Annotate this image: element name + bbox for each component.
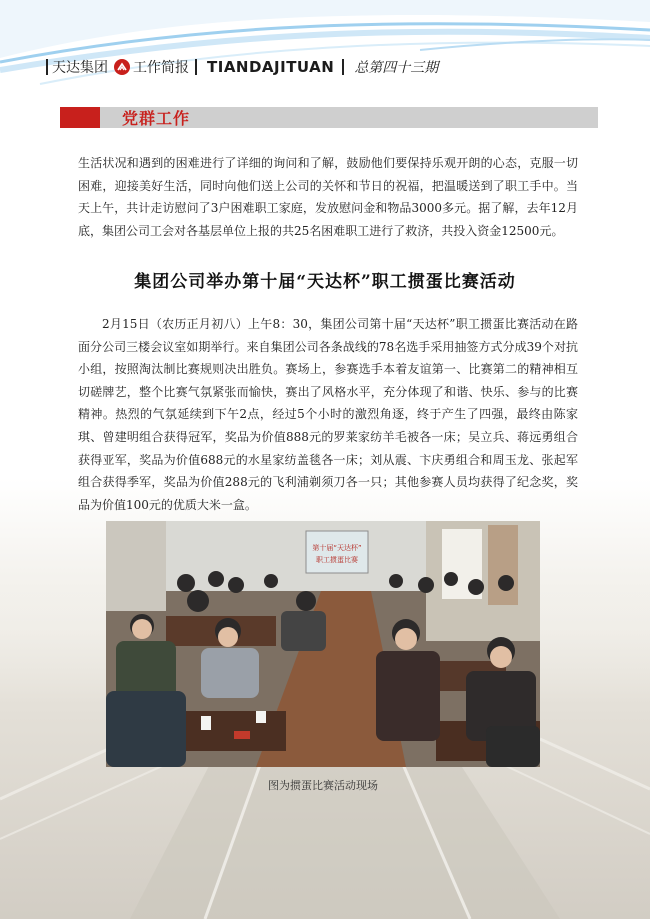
brand-name: TIANDAJITUAN [207, 58, 335, 76]
event-photo [106, 521, 540, 767]
section-accent-block [60, 107, 100, 128]
company-logo-icon [114, 59, 130, 75]
photo-banner-line1: 第十届“天达杯” [312, 544, 362, 552]
issue-number: 总第四十三期 [354, 60, 439, 76]
header-divider [195, 59, 197, 75]
section-title: 党群工作 [122, 109, 191, 128]
article-headline: 集团公司举办第十届“天达杯”职工掼蛋比赛活动 [134, 272, 516, 292]
article-continuation-text: 生活状况和遇到的困难进行了详细的询问和了解，鼓励他们要保持乐观开朗的心态，克服一切困难，迎接美好生活，同时向他们送上公司的关怀和节日的祝福，把温暖送到了职工手中。当天上午，共计走访慰问了3户困难职工家庭，发放慰问金和物品3000多元。据了解，去年12月底，集团公司工会对各基层单位上报的共25名困难职工进行了救济，共投入资金12500元。 [78, 156, 578, 238]
article-body-text: 2月15日（农历正月初八）上午8：30，集团公司第十届“天达杯”职工掼蛋比赛活动在路面分公司三楼会议室如期举行。来自集团公司各条战线的78名选手采用抽签方式分成39个对抗小组，按照淘汰制比赛规则决出胜负。赛场上，参赛选手本着友谊第一、比赛第二的精神相互切磋牌艺，整个比赛气氛紧张而愉快，赛出了风格水平，充分体现了和谐、快乐、参与的比赛精神。热烈的气氛延续到下午2点，经过5个小时的激烈角逐，终于产生了四强，最终由陈家琪、曾建明组合获得冠军，奖品为价值888元的罗莱家纺羊毛被各一床；吴立兵、蒋远勇组合获得亚军，奖品为价值688元的水星家纺盖毯各一床；刘从震、卞庆勇组合和周玉龙、张起军组合获得季军，奖品为价值288元的飞利浦剃须刀各一只；其他参赛人员均获得了纪念奖，奖品为价值100元的优质大米一盒。 [78, 317, 578, 512]
photo-banner-line2: 职工掼蛋比赛 [316, 556, 358, 564]
header-divider [342, 59, 344, 75]
publication-header [46, 56, 438, 78]
publication-name: 工作简报 [133, 60, 189, 76]
header-swoosh-decoration [0, 0, 650, 110]
photo-caption: 图为掼蛋比赛活动现场 [268, 779, 378, 792]
header-divider [46, 59, 48, 75]
section-title-bar [60, 107, 598, 128]
company-name: 天达集团 [52, 60, 108, 76]
